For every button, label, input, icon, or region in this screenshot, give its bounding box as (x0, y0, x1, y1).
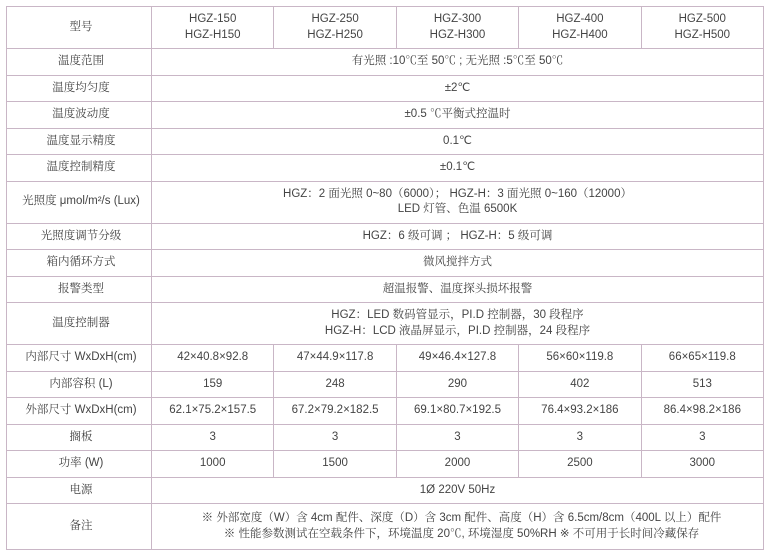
table-row (7, 250, 764, 277)
row-cell: 42×40.8×92.8 (152, 345, 274, 372)
row-cell: 3 (274, 424, 396, 451)
row-label: 温度控制器 (7, 303, 152, 345)
row-cell: 290 (396, 371, 518, 398)
row-cell: 2000 (396, 451, 518, 478)
row-label: 箱内循环方式 (7, 250, 152, 277)
row-value: 0.1℃ (152, 128, 764, 155)
row-cell: 248 (274, 371, 396, 398)
table-row (7, 223, 764, 250)
row-label: 内部容积 (L) (7, 371, 152, 398)
row-value-line-2: LED 灯管、色温 6500K (397, 203, 518, 216)
row-value: ±0.1℃ (152, 155, 764, 182)
table-row (7, 303, 764, 345)
model-name-line2: HGZ-H150 (184, 28, 241, 41)
table-row (7, 155, 764, 182)
row-label: 温度均匀度 (7, 75, 152, 102)
table-row (7, 102, 764, 129)
row-label: 光照度调节分级 (7, 223, 152, 250)
note-line-2: ※ 性能参数测试在空载条件下，环境温度 20℃, 环境湿度 50%RH ※ 不可用于长时间冷藏保存 (223, 527, 700, 540)
row-cell: 1500 (274, 451, 396, 478)
table-row (7, 49, 764, 76)
row-label: 温度范围 (7, 49, 152, 76)
row-label: 光照度 μmol/m²/s (Lux) (7, 181, 152, 223)
table-row-notes (7, 504, 764, 550)
row-cell: 159 (152, 371, 274, 398)
row-value-line-1: HGZ：LED 数码管显示，PI.D 控制器，30 段程序 (331, 309, 584, 322)
row-cell: 513 (641, 371, 763, 398)
row-cell: 47×44.9×117.8 (274, 345, 396, 372)
model-name-line2: HGZ-H500 (674, 28, 731, 41)
header-row (7, 7, 764, 49)
specification-table (6, 6, 764, 550)
table-row (7, 451, 764, 478)
model-name-line2: HGZ-H400 (552, 28, 608, 41)
row-value-line-2: HGZ-H：LCD 液晶屏显示，PI.D 控制器，24 段程序 (324, 324, 591, 337)
row-cell: 1000 (152, 451, 274, 478)
row-cell: 3 (396, 424, 518, 451)
row-cell: 3 (641, 424, 763, 451)
table-row (7, 477, 764, 504)
model-name-line1: HGZ-250 (311, 13, 359, 25)
table-row (7, 398, 764, 425)
model-name-line1: HGZ-400 (556, 13, 604, 25)
row-label: 温度显示精度 (7, 128, 152, 155)
table-row (7, 75, 764, 102)
notes-label: 备注 (7, 504, 152, 550)
table-row (7, 371, 764, 398)
row-cell: 86.4×98.2×186 (641, 398, 763, 425)
model-column-1 (152, 7, 274, 49)
row-value (152, 181, 764, 223)
model-name-line1: HGZ-500 (678, 13, 726, 25)
table-body (7, 49, 764, 550)
row-value (152, 303, 764, 345)
row-cell: 66×65×119.8 (641, 345, 763, 372)
row-label: 报警类型 (7, 276, 152, 303)
row-cell: 3 (152, 424, 274, 451)
model-column-2 (274, 7, 396, 49)
row-value: 1Ø 220V 50Hz (152, 477, 764, 504)
row-value: HGZ：6 级可调 ； HGZ-H：5 级可调 (152, 223, 764, 250)
row-cell: 62.1×75.2×157.5 (152, 398, 274, 425)
row-value: ±0.5 ℃平衡式控温时 (152, 102, 764, 129)
row-cell: 402 (519, 371, 641, 398)
row-value-line-1: HGZ：2 面光照 0~80（6000）； HGZ-H：3 面光照 0~160（12000） (283, 187, 632, 200)
table-row (7, 424, 764, 451)
model-name-line2: HGZ-H300 (429, 28, 486, 41)
row-label: 外部尺寸 WxDxH(cm) (7, 398, 152, 425)
row-label: 温度波动度 (7, 102, 152, 129)
row-cell: 3 (519, 424, 641, 451)
table-row (7, 181, 764, 223)
model-name-line1: HGZ-150 (189, 13, 237, 25)
row-label: 功率 (W) (7, 451, 152, 478)
header-label: 型号 (7, 7, 152, 49)
row-value: ±2℃ (152, 75, 764, 102)
row-label: 温度控制精度 (7, 155, 152, 182)
row-label: 内部尺寸 WxDxH(cm) (7, 345, 152, 372)
model-column-5 (641, 7, 763, 49)
note-line-1: ※ 外部宽度（W）含 4cm 配件、深度（D）含 3cm 配件、高度（H）含 6.5cm/8cm（400L 以上）配件 (201, 512, 722, 525)
row-cell: 69.1×80.7×192.5 (396, 398, 518, 425)
row-cell: 2500 (519, 451, 641, 478)
table-row (7, 276, 764, 303)
row-label: 搁板 (7, 424, 152, 451)
row-value: 超温报警、温度探头损坏报警 (152, 276, 764, 303)
table-header (7, 7, 764, 49)
row-value: 有光照 :10℃至 50℃ ; 无光照 :5℃至 50℃ (152, 49, 764, 76)
row-cell: 56×60×119.8 (519, 345, 641, 372)
row-cell: 49×46.4×127.8 (396, 345, 518, 372)
row-label: 电源 (7, 477, 152, 504)
model-column-3 (396, 7, 518, 49)
notes-value (152, 504, 764, 550)
model-name-line2: HGZ-H250 (307, 28, 363, 41)
model-name-line1: HGZ-300 (433, 13, 482, 25)
table-row (7, 128, 764, 155)
row-cell: 67.2×79.2×182.5 (274, 398, 396, 425)
model-column-4 (519, 7, 641, 49)
row-value: 微风搅拌方式 (152, 250, 764, 277)
row-cell: 76.4×93.2×186 (519, 398, 641, 425)
row-cell: 3000 (641, 451, 763, 478)
table-row (7, 345, 764, 372)
